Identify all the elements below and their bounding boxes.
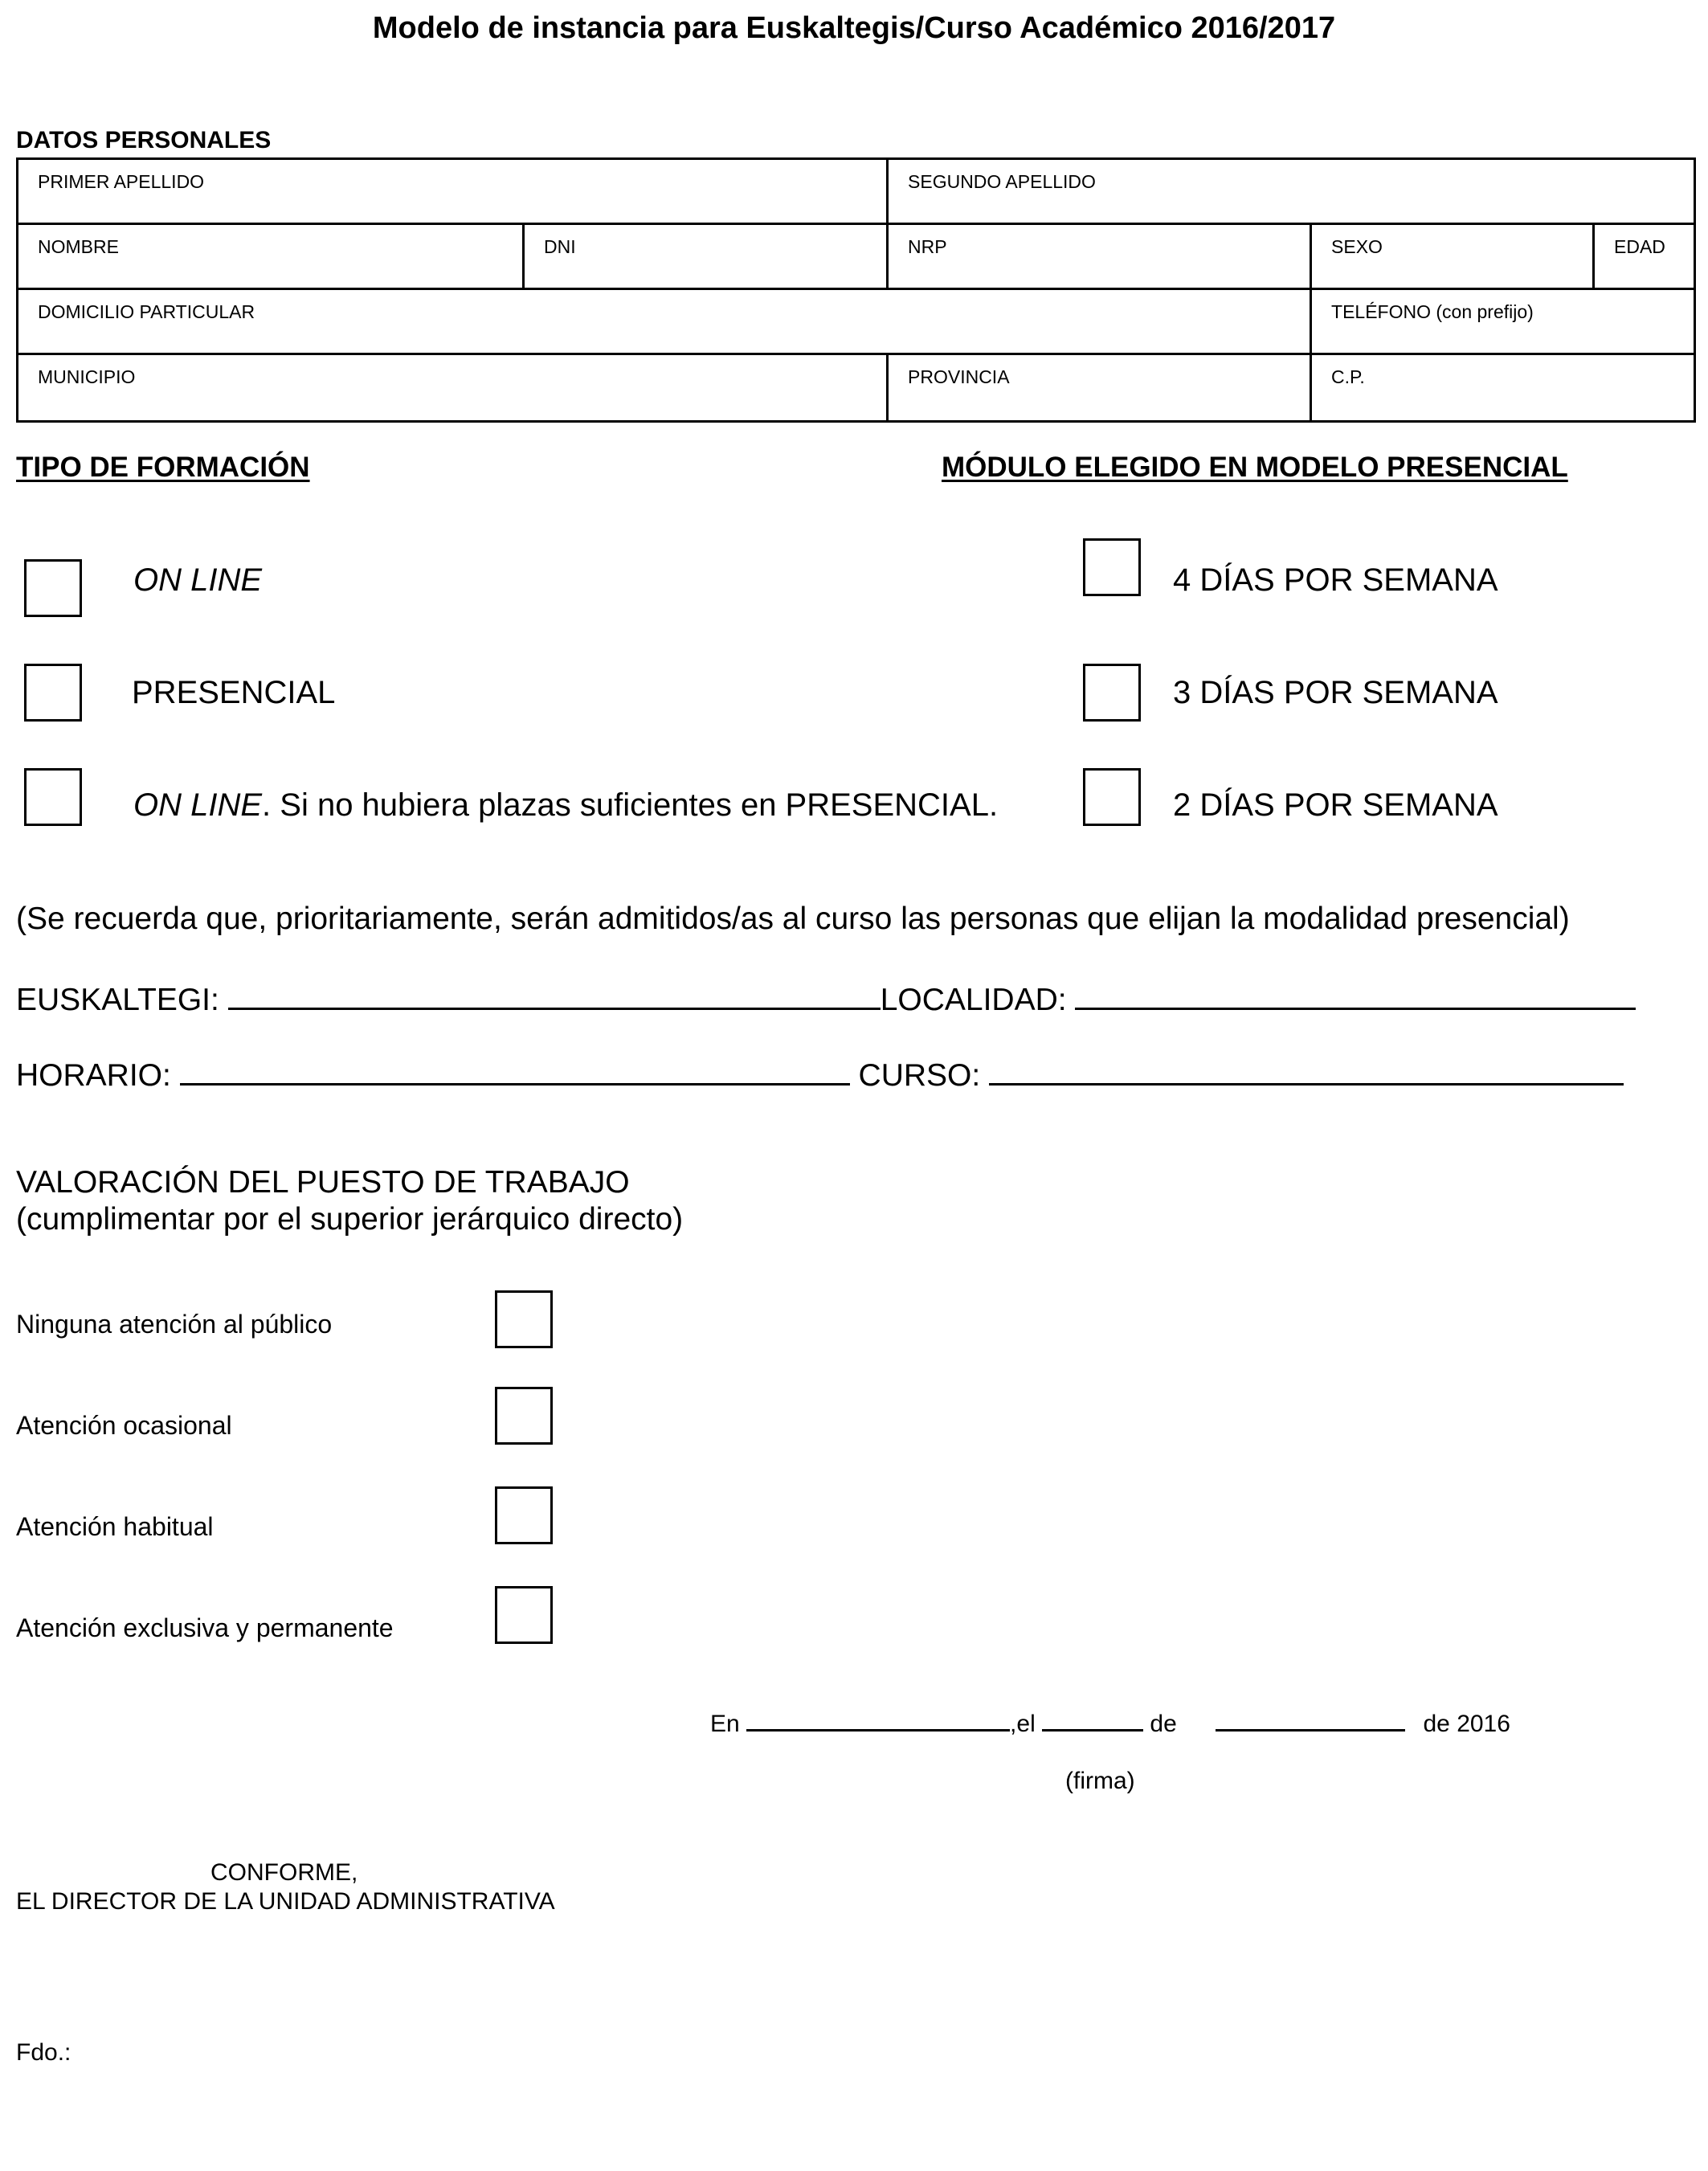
modulo-heading: MÓDULO ELEGIDO EN MODELO PRESENCIAL	[942, 452, 1568, 483]
euskaltegi-label: EUSKALTEGI:	[16, 983, 219, 1017]
municipio-label: MUNICIPIO	[38, 366, 136, 387]
firma-label: (firma)	[1065, 1768, 1135, 1794]
valoracion-subheading: (cumplimentar por el superior jerárquico directo)	[16, 1202, 684, 1237]
provincia-field[interactable]	[888, 354, 1311, 422]
dias3-label: 3 DÍAS POR SEMANA	[1173, 675, 1498, 710]
presencial-label: PRESENCIAL	[132, 675, 336, 710]
page-title: Modelo de instancia para Euskaltegis/Curso Académico 2016/2017	[372, 11, 1336, 45]
provincia-label: PROVINCIA	[908, 366, 1010, 387]
dias2-checkbox[interactable]	[1083, 768, 1141, 826]
fecha-en-label: En	[710, 1711, 740, 1737]
personal-data-table	[16, 157, 1696, 423]
fecha-dia-line[interactable]	[1042, 1708, 1143, 1731]
cp-field[interactable]	[1311, 354, 1695, 422]
segundo-apellido-field[interactable]	[888, 159, 1695, 224]
ocasional-checkbox[interactable]	[495, 1387, 553, 1445]
dni-label: DNI	[544, 236, 576, 257]
horario-curso-row	[16, 1051, 1624, 1094]
ninguna-checkbox[interactable]	[495, 1290, 553, 1348]
tipo-formacion-heading: TIPO DE FORMACIÓN	[16, 452, 310, 483]
telefono-label: TELÉFONO (con prefijo)	[1331, 301, 1534, 322]
valoracion-heading: VALORACIÓN DEL PUESTO DE TRABAJO	[16, 1165, 630, 1200]
fecha-el-label: ,el	[1010, 1711, 1036, 1737]
fecha-lugar-line[interactable]	[746, 1708, 1010, 1731]
online-checkbox[interactable]	[24, 559, 82, 617]
nombre-field[interactable]	[18, 224, 524, 289]
domicilio-field[interactable]	[18, 289, 1311, 354]
municipio-field[interactable]	[18, 354, 888, 422]
horario-label: HORARIO:	[16, 1058, 171, 1093]
ocasional-label: Atención ocasional	[16, 1411, 232, 1440]
euskaltegi-input-line[interactable]	[228, 975, 881, 1010]
conforme-label: CONFORME,	[210, 1859, 358, 1886]
primer-apellido-label: PRIMER APELLIDO	[38, 171, 205, 192]
exclusiva-label: Atención exclusiva y permanente	[16, 1613, 394, 1642]
dni-field[interactable]	[524, 224, 888, 289]
sexo-field[interactable]	[1311, 224, 1594, 289]
fecha-year-label: de 2016	[1423, 1711, 1510, 1737]
domicilio-label: DOMICILIO PARTICULAR	[38, 301, 255, 322]
fdo-label: Fdo.:	[16, 2039, 72, 2066]
primer-apellido-field[interactable]	[18, 159, 888, 224]
dias2-label: 2 DÍAS POR SEMANA	[1173, 787, 1498, 823]
exclusiva-checkbox[interactable]	[495, 1586, 553, 1644]
fecha-row	[710, 1708, 1510, 1738]
online-alt-label	[133, 787, 998, 824]
dias4-label: 4 DÍAS POR SEMANA	[1173, 562, 1498, 598]
segundo-apellido-label: SEGUNDO APELLIDO	[908, 171, 1096, 192]
fecha-de-label: de	[1150, 1711, 1177, 1737]
online-alt-checkbox[interactable]	[24, 768, 82, 826]
habitual-label: Atención habitual	[16, 1512, 214, 1541]
telefono-field[interactable]	[1311, 289, 1695, 354]
datos-personales-heading: DATOS PERSONALES	[16, 127, 272, 153]
fecha-mes-line[interactable]	[1216, 1708, 1405, 1731]
nombre-label: NOMBRE	[38, 236, 119, 257]
nrp-label: NRP	[908, 236, 947, 257]
horario-input-line[interactable]	[180, 1051, 850, 1086]
localidad-input-line[interactable]	[1075, 975, 1636, 1010]
director-label: EL DIRECTOR DE LA UNIDAD ADMINISTRATIVA	[16, 1888, 555, 1915]
localidad-label: LOCALIDAD:	[880, 983, 1067, 1017]
online-alt-rest: . Si no hubiera plazas suficientes en PRESENCIAL.	[262, 787, 999, 823]
online-label: ON LINE	[133, 562, 263, 598]
sexo-label: SEXO	[1331, 236, 1383, 257]
dias4-checkbox[interactable]	[1083, 538, 1141, 596]
online-alt-italic: ON LINE	[133, 787, 263, 823]
edad-label: EDAD	[1614, 236, 1665, 257]
edad-field[interactable]	[1594, 224, 1695, 289]
habitual-checkbox[interactable]	[495, 1486, 553, 1544]
euskaltegi-localidad-row	[16, 975, 1636, 1018]
curso-input-line[interactable]	[989, 1051, 1624, 1086]
nrp-field[interactable]	[888, 224, 1311, 289]
recordatorio-note: (Se recuerda que, prioritariamente, serán admitidos/as al curso las personas que elijan la modalidad presencial)	[16, 902, 1570, 936]
presencial-checkbox[interactable]	[24, 664, 82, 722]
dias3-checkbox[interactable]	[1083, 664, 1141, 722]
curso-label: CURSO:	[858, 1058, 981, 1093]
cp-label: C.P.	[1331, 366, 1365, 387]
ninguna-label: Ninguna atención al público	[16, 1310, 333, 1339]
